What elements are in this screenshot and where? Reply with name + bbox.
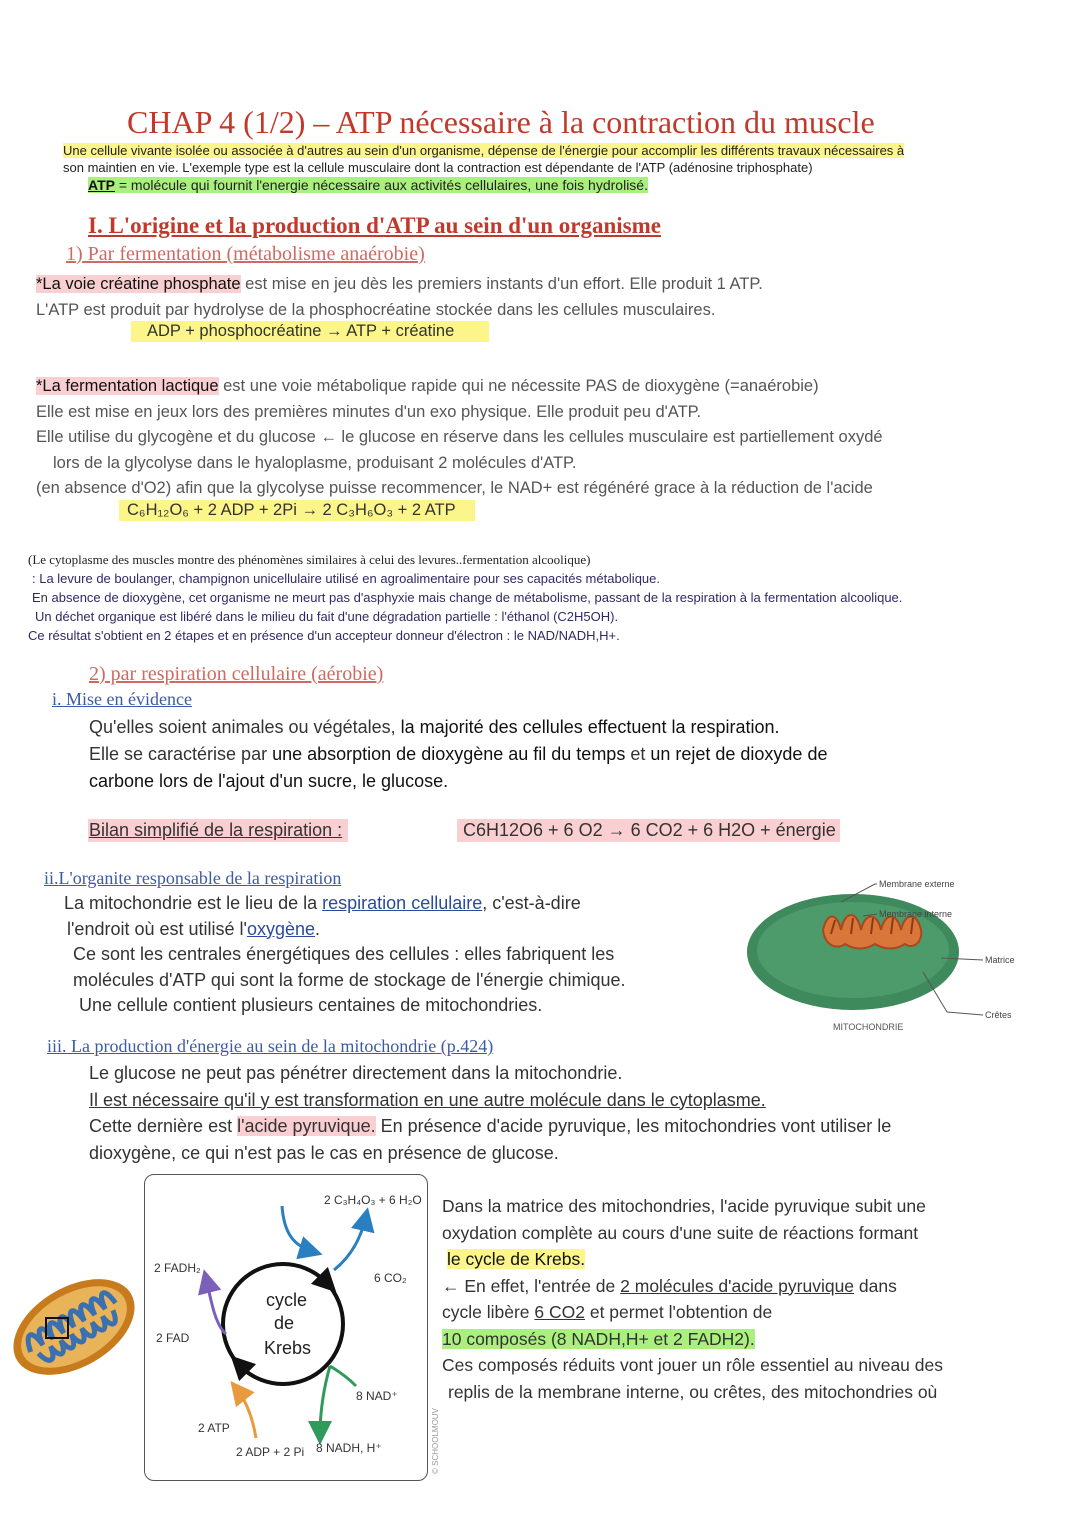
bilan-label: Bilan simplifié de la respiration : (88, 819, 348, 842)
section-1-heading: I. L'origine et la production d'ATP au sein d'un organisme (88, 213, 661, 238)
subsection-1-heading: 1) Par fermentation (métabolisme anaérobie) (66, 243, 425, 265)
lactic-lead: *La fermentation lactique (36, 377, 219, 395)
krebs-input-label: 2 C₃H₄O₃ + 6 H₂O (324, 1193, 422, 1207)
atp-definition (88, 177, 648, 193)
intro-line-2: son maintien en vie. L'exemple type est la cellule musculaire dont la contraction est dépendante de l'ATP (adénosine triphosphate) (63, 160, 813, 175)
krebs-credit: © SCHOOLMOUV (431, 1408, 440, 1474)
intro-line-1: Une cellule vivante isolée ou associée à d'autres au sein d'un organisme, dépense de l'énergie pour accomplir les différents travaux nécessaires à (63, 143, 905, 158)
mitochondrion-illustration (4, 1262, 144, 1392)
intro-block (63, 142, 904, 176)
production-heading: iii. La production d'énergie au sein de la mitochondrie (p.424) (47, 1036, 494, 1056)
krebs-center-3: Krebs (264, 1338, 312, 1358)
bilan-equation: C6H12O6 + 6 O2 → 6 CO2 + 6 H2O + énergie (457, 819, 840, 842)
page-title: CHAP 4 (1/2) – ATP nécessaire à la contraction du muscle (127, 104, 875, 140)
figure-caption: MITOCHONDRIE (833, 1022, 904, 1032)
mise-heading: i. Mise en évidence (52, 689, 192, 709)
label-cristae: Crêtes (985, 1010, 1012, 1020)
krebs-nadh-label: 8 NADH, H⁺ (316, 1441, 382, 1455)
alcohol-block: (Le cytoplasme des muscles montre des phénomènes similaires à celui des levures..fermentation alcoolique) : La levure de boulanger, champignon unicellulaire utilisé en agroalimentaire pour ses capacités métabolique. En absence de dioxygène, cet organisme ne meurt pas d'asphyxie mais change de métabolisme, passant de la respiration à la fermentation alcoolique. Un déchet organique est libéré dans le milieu du fait d'une dégradation partielle : l'éthanol (C2H5OH). Ce résultat s'obtient en 2 étapes et en présence d'un accepteur donneur d'électron : le NAD/NADH,H+. (28, 552, 903, 643)
organite-heading: ii.L'organite responsable de la respiration (44, 868, 342, 888)
atp-label: ATP (88, 177, 115, 193)
krebs-text-block: Dans la matrice des mitochondries, l'acide pyruvique subit une oxydation complète au cours d'une suite de réactions formant le cycle de Krebs. ← En effet, l'entrée de 2 molécules d'acide pyruvique dans cycle libère 6 CO2 et permet l'obtention de 10 composés (8 NADH,H+ et 2 FADH2). Ces composés réduits vont jouer un rôle essentiel au niveau des replis de la membrane interne, ou crêtes, des mitochondries où (442, 1196, 943, 1402)
lactic-equation: C₆H₁₂O₆ + 2 ADP + 2Pi → 2 C₃H₆O₃ + 2 ATP (119, 500, 475, 521)
krebs-fadh2-label: 2 FADH₂ (154, 1261, 201, 1275)
krebs-nad-label: 8 NAD⁺ (356, 1389, 398, 1403)
atp-def: = molécule qui fournit l'energie nécessaire aux activités cellulaires, une fois hydrolisé. (114, 177, 648, 193)
organite-block: La mitochondrie est le lieu de la respiration cellulaire, c'est-à-dire l'endroit où est utilisé l'oxygène. Ce sont les centrales énergétiques des cellules : elles fabriquent les molécules d'ATP qui sont la forme de stockage de l'énergie chimique. Une cellule contient plusieurs centaines de mitochondries. (64, 893, 626, 1015)
label-outer-membrane: Membrane externe (879, 879, 955, 889)
mise-block: Qu'elles soient animales ou végétales, la majorité des cellules effectuent la respiration. Elle se caractérise par une absorption de dioxygène au fil du temps et un rejet de dioxyde de carbone lors de l'ajout d'un sucre, le glucose. (89, 717, 828, 791)
label-inner-membrane: Membrane interne (879, 909, 953, 919)
creatine-lead: *La voie créatine phosphate (36, 275, 241, 293)
krebs-center-1: cycle (266, 1290, 308, 1310)
krebs-adp-label: 2 ADP + 2 Pi (236, 1445, 305, 1459)
krebs-center-2: de (274, 1313, 295, 1333)
creatine-equation: ADP + phosphocréatine → ATP + créatine (131, 321, 489, 342)
production-block: Le glucose ne peut pas pénétrer directement dans la mitochondrie. Il est nécessaire qu'il y est transformation en une autre molécule dans le cytoplasme. Cette dernière est l'acide pyruvique. En présence d'acide pyruvique, les mitochondries vont utiliser le dioxygène, ce qui n'est pas le cas en présence de glucose. (89, 1063, 892, 1163)
creatine-block: *La voie créatine phosphate est mise en jeu dès les premiers instants d'un effort. Elle produit 1 ATP. L'ATP est produit par hydrolyse de la phosphocréatine stockée dans les cellules musculaires. (36, 275, 763, 319)
label-matrix: Matrice (985, 955, 1015, 965)
krebs-fad-label: 2 FAD (156, 1331, 190, 1345)
lactic-block: *La fermentation lactique est une voie métabolique rapide qui ne nécessite PAS de dioxygène (=anaérobie) Elle est mise en jeux lors des premières minutes d'un exo physique. Elle produit peu d'ATP. Elle utilise du glycogène et du glucose ← le glucose en réserve dans les cellules musculaire est partiellement oxydé lors de la glycolyse dans le hyaloplasme, produisant 2 molécules d'ATP. (en absence d'O2) afin que la glycolyse puisse recommencer, le NAD+ est régénéré grace à la réduction de l'acide (36, 377, 883, 497)
krebs-atp-label: 2 ATP (198, 1421, 230, 1435)
krebs-co2-label: 6 CO₂ (374, 1271, 407, 1285)
subsection-2-heading: 2) par respiration cellulaire (aérobie) (89, 663, 384, 685)
mitochondria-figure (745, 872, 1045, 1042)
krebs-diagram (144, 1174, 444, 1484)
